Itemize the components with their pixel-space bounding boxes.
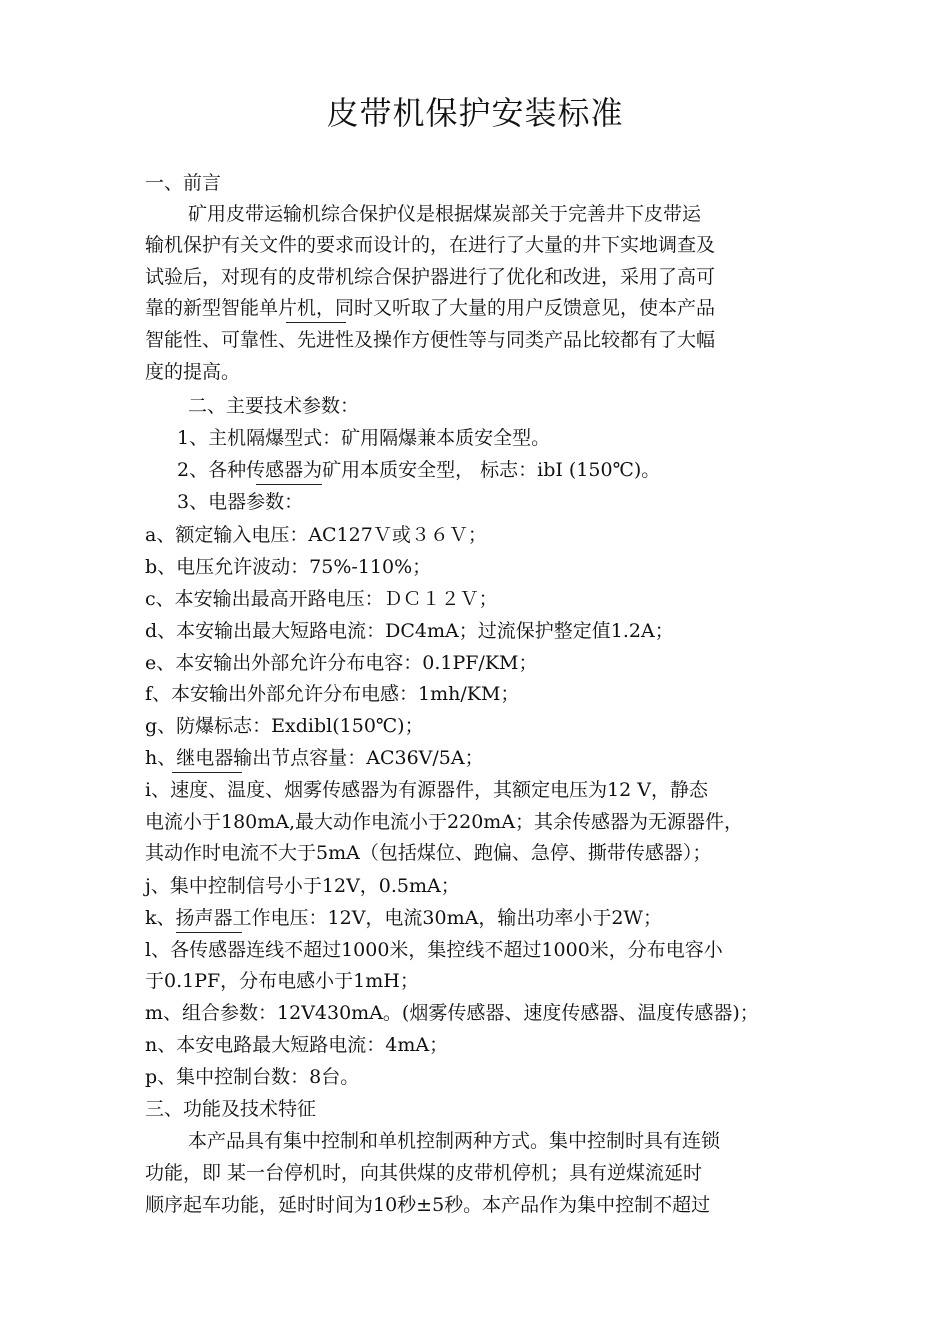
section-heading: 一、前言	[145, 172, 222, 194]
section-heading: 二、主要技术参数：	[188, 395, 360, 417]
param-item: l、各传感器连线不超过1000米，集控线不超过1000米，分布电容小	[145, 939, 723, 961]
param-item: c、本安输出最高开路电压：ＤＣ１２Ｖ；	[145, 588, 498, 610]
underline-mark	[176, 932, 242, 933]
param-item: a、额定输入电压：AC127Ｖ或３６Ｖ；	[145, 524, 487, 546]
spec-item: 3、电器参数：	[177, 491, 304, 513]
paragraph-line: 试验后，对现有的皮带机综合保护器进行了优化和改进，采用了高可	[145, 266, 716, 288]
spec-item: 1、主机隔爆型式：矿用隔爆兼本质安全型。	[177, 427, 551, 449]
underline-mark	[286, 322, 346, 323]
paragraph-line: 智能性、可靠性、先进性及操作方便性等与同类产品比较都有了大幅	[145, 329, 716, 351]
paragraph-line: 功能，即 某一台停机时，向其供煤的皮带机停机；具有逆煤流延时	[145, 1162, 703, 1184]
paragraph-line: 顺序起车功能，延时时间为10秒±5秒。本产品作为集中控制不超过	[145, 1194, 711, 1216]
param-item: p、集中控制台数：8台。	[145, 1066, 360, 1088]
paragraph-line: 输机保护有关文件的要求而设计的，在进行了大量的井下实地调查及	[145, 234, 716, 256]
section-heading: 三、功能及技术特征	[145, 1098, 317, 1120]
paragraph-line: 矿用皮带运输机综合保护仪是根据煤炭部关于完善井下皮带运	[188, 203, 702, 225]
param-item: 于0.1PF，分布电感小于1mH；	[145, 970, 419, 992]
paragraph-line: 本产品具有集中控制和单机控制两种方式。集中控制时具有连锁	[188, 1130, 721, 1152]
param-item: n、本安电路最大短路电流：4mA；	[145, 1034, 449, 1056]
param-item: e、本安输出外部允许分布电容：0.1PF/KM；	[145, 652, 538, 674]
param-item: 电流小于180mA,最大动作电流小于220mA；其余传感器为无源器件，	[145, 811, 744, 833]
underline-mark	[172, 772, 242, 773]
document-title: 皮带机保护安装标准	[326, 94, 624, 132]
param-item: f、本安输出外部允许分布电感：1mh/KM；	[145, 683, 520, 705]
param-item: h、继电器输出节点容量：AC36V/5A；	[145, 747, 484, 769]
param-item: 其动作时电流不大于5mA（包括煤位、跑偏、急停、撕带传感器）；	[145, 842, 712, 864]
param-item: g、防爆标志：Exdibl(150℃)；	[145, 715, 424, 737]
param-item: m、组合参数：12V430mA。(烟雾传感器、速度传感器、温度传感器)；	[145, 1002, 759, 1024]
param-item: k、扬声器工作电压：12V，电流30mA，输出功率小于2W；	[145, 907, 662, 929]
param-item: j、集中控制信号小于12V，0.5mA；	[145, 875, 460, 897]
paragraph-line: 靠的新型智能单片机，同时又听取了大量的用户反馈意见，使本产品	[145, 297, 716, 319]
param-item: b、电压允许波动：75%-110%；	[145, 556, 432, 578]
param-item: i、速度、温度、烟雾传感器为有源器件，其额定电压为12 V，静态	[145, 779, 709, 801]
underline-mark	[256, 484, 322, 485]
spec-item: 2、各种传感器为矿用本质安全型， 标志：ibI (150℃)。	[177, 459, 661, 481]
param-item: d、本安输出最大短路电流：DC4mA；过流保护整定值1.2A；	[145, 620, 674, 642]
paragraph-line: 度的提高。	[145, 361, 241, 383]
